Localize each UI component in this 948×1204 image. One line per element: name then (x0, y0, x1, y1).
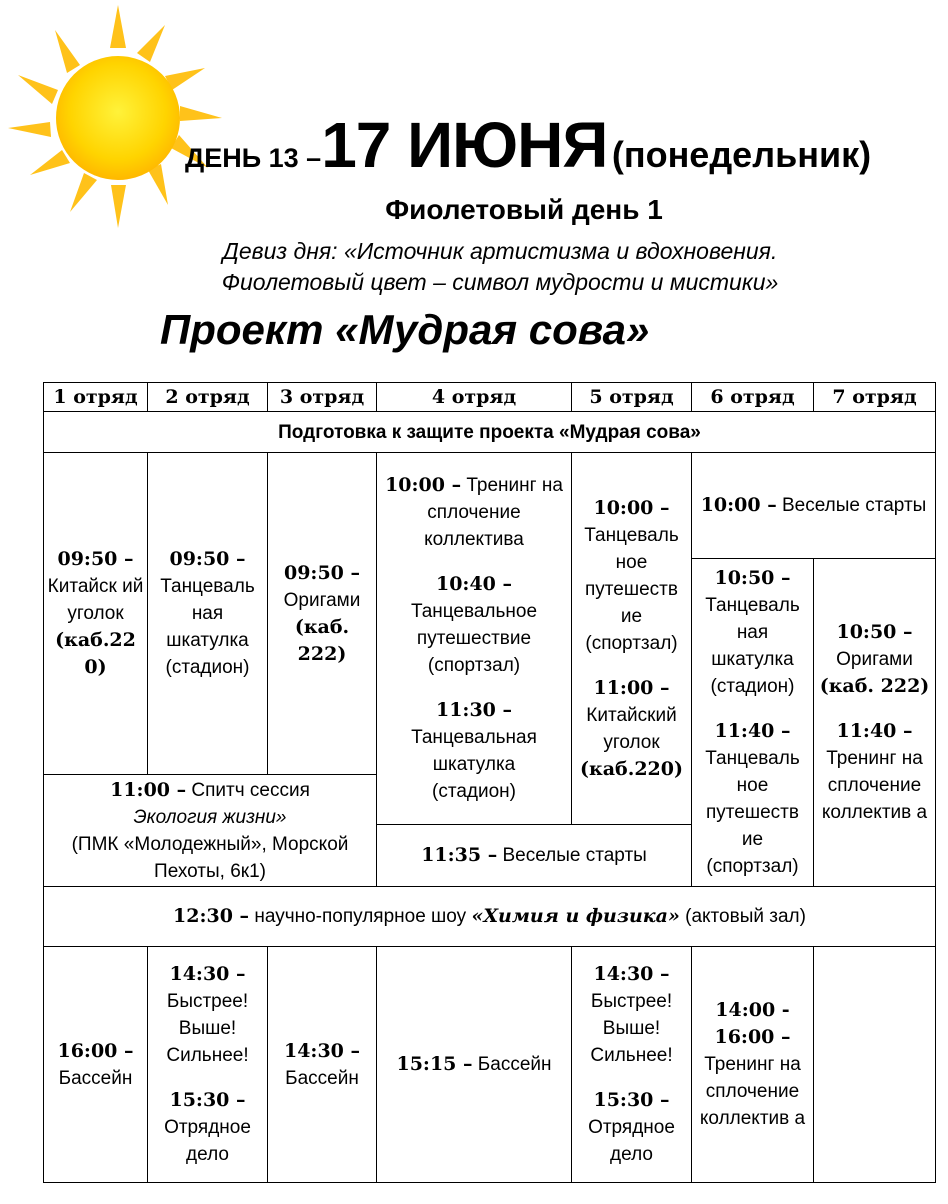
schedule-cell: 09:50 – Танцеваль ная шкатулка (стадион) (148, 453, 268, 775)
preparation-cell: Подготовка к защите проекта «Мудрая сова» (44, 412, 936, 453)
schedule-cell: 09:50 – Китайск ий уголок (каб.22 0) (44, 453, 148, 775)
weekday: (понедельник) (611, 134, 872, 175)
color-day-title: Фиолетовый день 1 (385, 194, 663, 225)
table-header-row (44, 383, 936, 412)
schedule-cell: 14:30 – Быстрее! Выше! Сильнее! 15:30 – Отрядное дело (572, 947, 692, 1183)
schedule-cell: 10:50 – Танцеваль ная шкатулка (стадион) 11:40 – Танцеваль ное путешеств ие (спортзал) (692, 559, 814, 887)
date: 17 ИЮНЯ (321, 109, 608, 181)
project-title: Проект «Мудрая сова» (160, 306, 650, 353)
schedule-table (43, 382, 936, 1183)
schedule-cell: 10:50 – Оригами (каб. 222) 11:40 – Тренинг на сплочение коллектив а (814, 559, 936, 887)
schedule-cell: 14:00 - 16:00 – Тренинг на сплочение коллектив а (692, 947, 814, 1183)
schedule-cell: 10:00 – Веселые старты (692, 453, 936, 559)
page-title (185, 108, 871, 182)
column-header: 6 отряд (692, 383, 814, 412)
motto-line: Фиолетовый цвет – символ мудрости и мистики» (221, 269, 779, 295)
speech-session-cell: 11:00 – Спитч сессия Экология жизни» (ПМК «Молодежный», Морской Пехоты, 6к1) (44, 775, 377, 887)
motto (130, 236, 870, 298)
column-header: 7 отряд (814, 383, 936, 412)
table-row (44, 947, 936, 1183)
motto-line: Девиз дня: «Источник артистизма и вдохновения. (222, 238, 778, 264)
schedule-cell: 10:00 – Танцеваль ное путешеств ие (спортзал) 11:00 – Китайский уголок (каб.220) (572, 453, 692, 825)
schedule-cell: 15:15 – Бассейн (377, 947, 572, 1183)
schedule-cell: 14:30 – Быстрее! Выше! Сильнее! 15:30 – Отрядное дело (148, 947, 268, 1183)
column-header: 1 отряд (44, 383, 148, 412)
table-row (44, 887, 936, 947)
column-header: 3 отряд (268, 383, 377, 412)
schedule-cell: 11:35 – Веселые старты (377, 825, 692, 887)
schedule-cell: 10:00 – Тренинг на сплочение коллектива 10:40 – Танцевальное путешествие (спортзал) 11:30 – Танцевальная шкатулка (стадион) (377, 453, 572, 825)
schedule-cell: 09:50 – Оригами (каб. 222) (268, 453, 377, 775)
schedule-cell: 16:00 – Бассейн (44, 947, 148, 1183)
column-header: 4 отряд (377, 383, 572, 412)
table-row (44, 453, 936, 559)
day-number: ДЕНЬ 13 – (185, 143, 322, 173)
column-header: 2 отряд (148, 383, 268, 412)
table-row (44, 412, 936, 453)
show-cell: 12:30 – научно-популярное шоу «Химия и физика» (актовый зал) (44, 887, 936, 947)
empty-cell (814, 947, 936, 1183)
column-header: 5 отряд (572, 383, 692, 412)
schedule-cell: 14:30 – Бассейн (268, 947, 377, 1183)
